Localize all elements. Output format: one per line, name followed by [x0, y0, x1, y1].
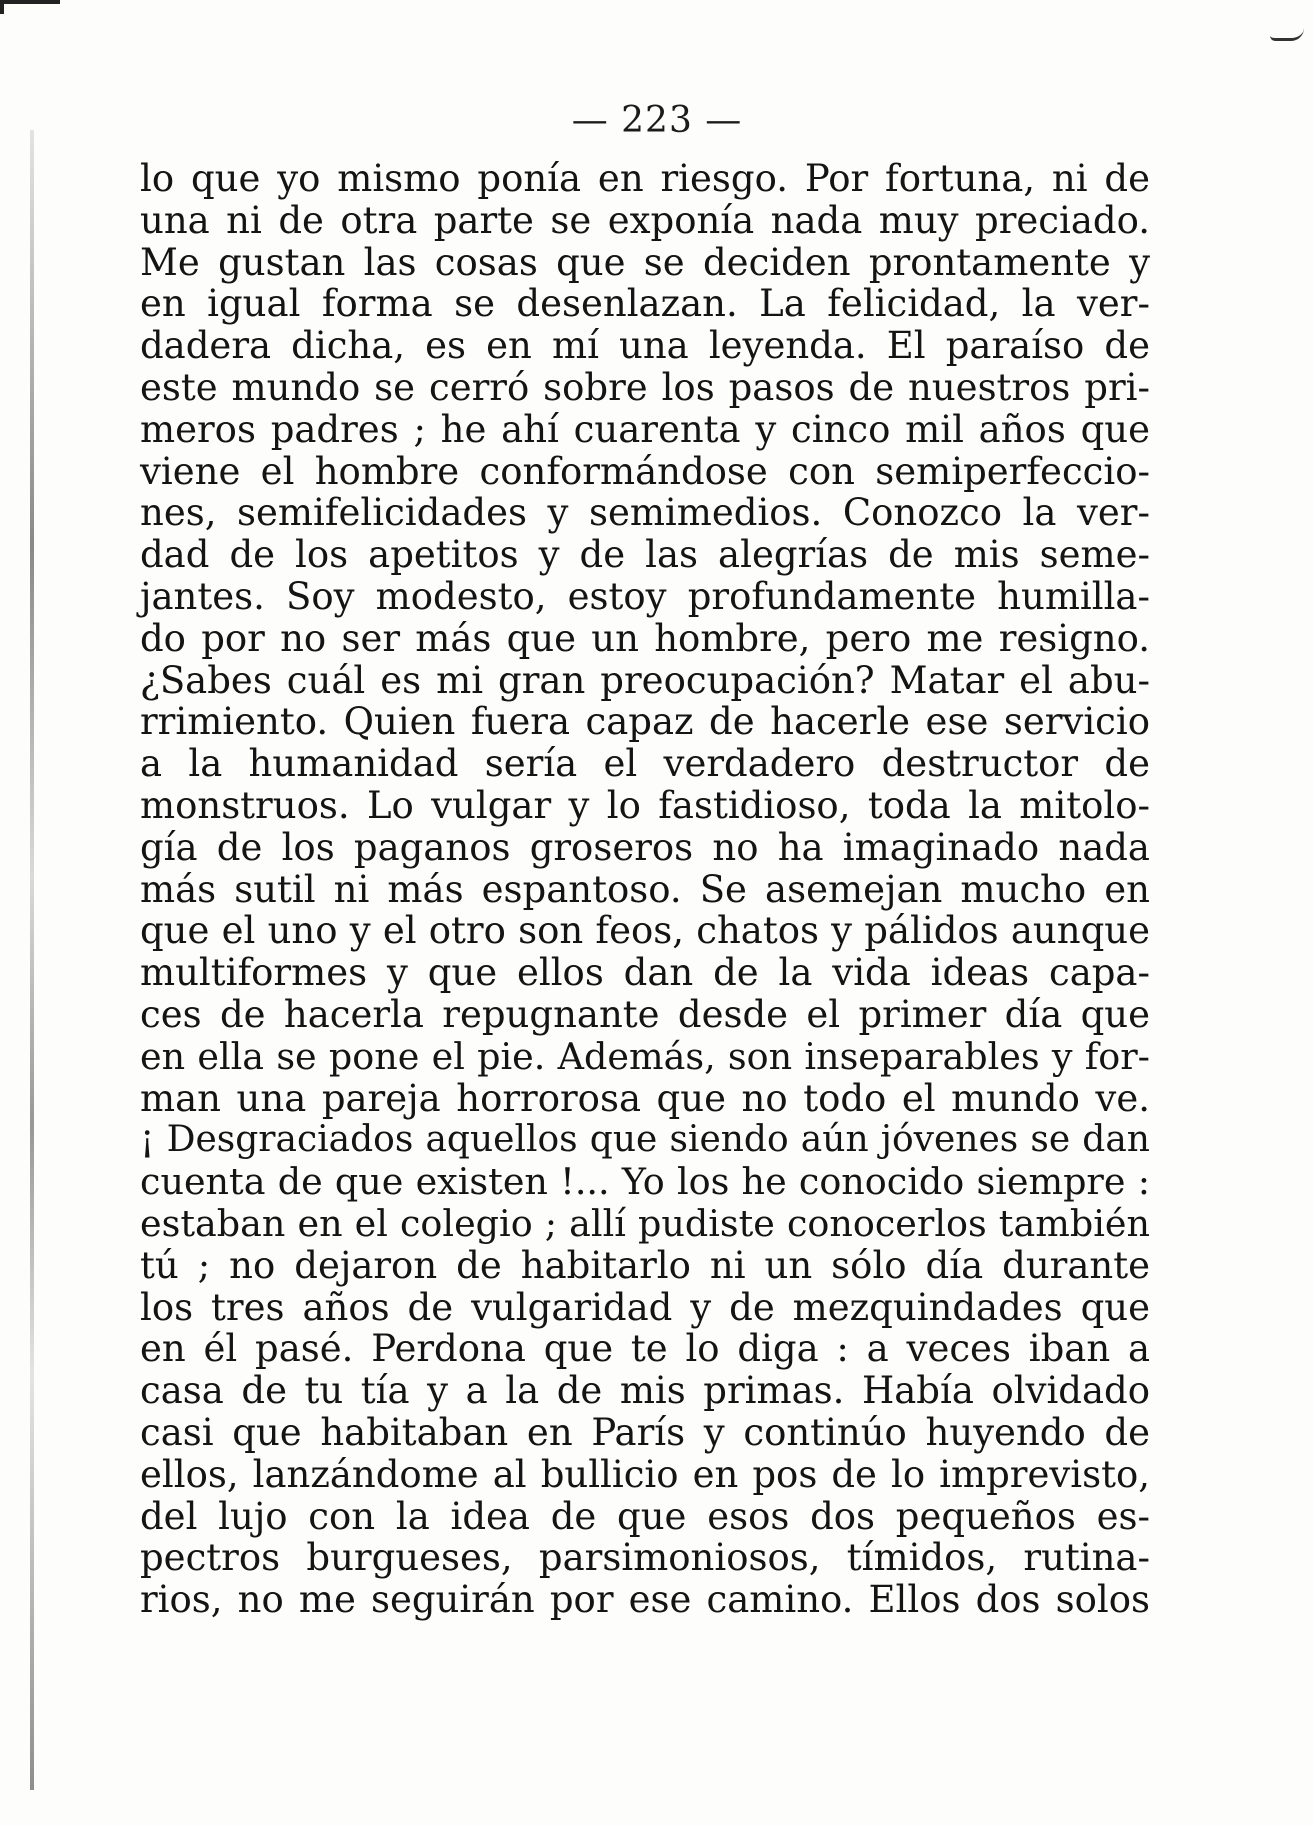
text-line: do por no ser más que un hombre, pero me resigno.: [140, 616, 1150, 660]
text-line: que el uno y el otro son feos, chatos y pálidos aunque: [140, 909, 1150, 953]
text-line: este mundo se cerró sobre los pasos de nuestros pri-: [140, 365, 1150, 409]
text-line: dadera dicha, es en mí una leyenda. El paraíso de: [140, 324, 1150, 368]
text-line: ¡ Desgraciados aquellos que siendo aún jóvenes se dan: [140, 1119, 1150, 1161]
text-line: multiformes y que ellos dan de la vida ideas capa-: [140, 951, 1150, 995]
text-line: estaban en el colegio ; allí pudiste conocerlos también: [140, 1201, 1150, 1245]
text-line: casi que habitaban en París y continúo huyendo de: [140, 1410, 1150, 1454]
text-line: a la humanidad sería el verdadero destructor de: [140, 742, 1150, 786]
text-line: en él pasé. Perdona que te lo diga : a veces iban a: [140, 1327, 1150, 1371]
text-line: más sutil ni más espantoso. Se asemejan mucho en: [140, 867, 1150, 911]
text-line: casa de tu tía y a la de mis primas. Había olvidado: [140, 1369, 1150, 1413]
text-line: gía de los paganos groseros no ha imaginado nada: [140, 825, 1150, 869]
body-text: [140, 158, 1150, 1621]
text-line: viene el hombre conformándose con semiperfeccio-: [140, 449, 1150, 493]
text-line: meros padres ; he ahí cuarenta y cinco mil años que: [140, 407, 1150, 451]
page-number: — 223 —: [571, 100, 743, 141]
text-line: tú ; no dejaron de habitarlo ni un sólo día durante: [140, 1243, 1150, 1287]
text-line: del lujo con la idea de que esos dos pequeños es-: [140, 1494, 1150, 1538]
text-line: cuenta de que existen !... Yo los he conocido siempre :: [140, 1160, 1150, 1204]
text-line: lo que yo mismo ponía en riesgo. Por fortuna, ni de: [140, 157, 1150, 200]
text-line: ces de hacerla repugnante desde el primer día que: [140, 992, 1150, 1036]
binding-shadow: [30, 130, 34, 1790]
text-line: monstruos. Lo vulgar y lo fastidioso, toda la mitolo-: [140, 783, 1150, 827]
text-line: jantes. Soy modesto, estoy profundamente humilla-: [140, 574, 1150, 618]
text-line: Me gustan las cosas que se deciden prontamente y: [140, 240, 1150, 284]
text-line: una ni de otra parte se exponía nada muy preciado.: [140, 198, 1150, 242]
scan-corner-mark: [0, 0, 60, 14]
text-line: rrimiento. Quien fuera capaz de hacerle ese servicio: [140, 700, 1150, 744]
text-line: en igual forma se desenlazan. La felicidad, la ver-: [140, 282, 1150, 326]
text-line: los tres años de vulgaridad y de mezquindades que: [140, 1285, 1150, 1329]
text-line: rios, no me seguirán por ese camino. Ellos dos solos: [140, 1578, 1150, 1622]
text-line: ellos, lanzándome al bullicio en pos de lo imprevisto,: [140, 1452, 1150, 1496]
text-line: nes, semifelicidades y semimedios. Conozco la ver-: [140, 491, 1150, 535]
text-line: man una pareja horrorosa que no todo el mundo ve.: [140, 1076, 1150, 1120]
text-line: dad de los apetitos y de las alegrías de mis seme-: [140, 533, 1150, 577]
text-line: en ella se pone el pie. Además, son inseparables y for-: [140, 1034, 1150, 1078]
scan-corner-mark-right: [1270, 28, 1304, 41]
text-line: pectros burgueses, parsimoniosos, tímidos, rutina-: [140, 1536, 1150, 1580]
text-line: ¿Sabes cuál es mi gran preocupación? Matar el abu-: [140, 658, 1150, 702]
